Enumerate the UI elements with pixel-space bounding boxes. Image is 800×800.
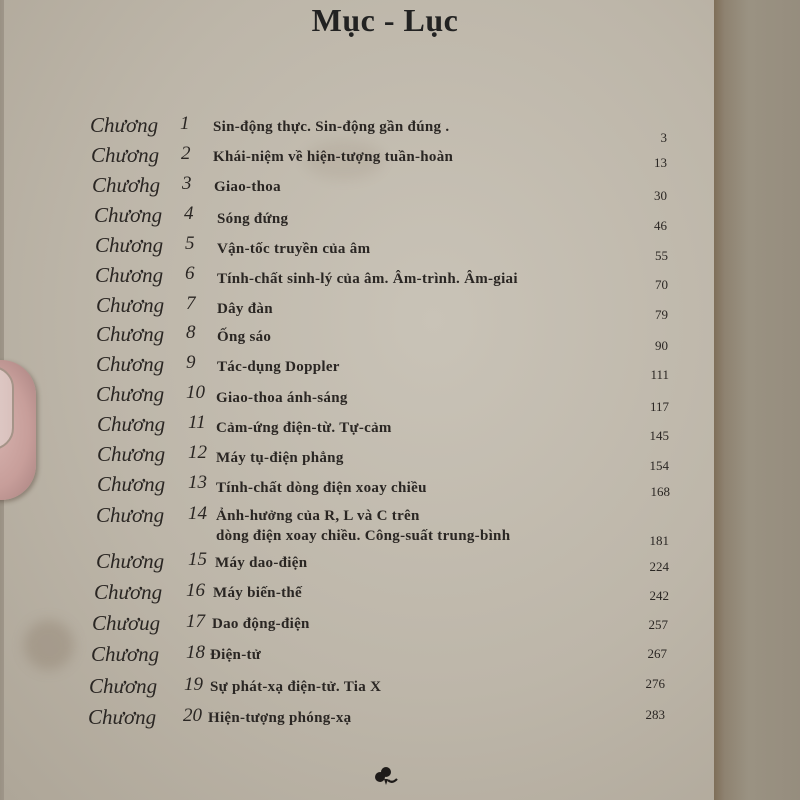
toc-entry — [0, 611, 800, 641]
chapter-label: Chương — [91, 143, 160, 167]
chapter-page: 267 — [647, 646, 667, 661]
chapter-label: Chương — [96, 352, 165, 376]
chapter-title: Sóng đứng — [217, 211, 289, 227]
toc-entry — [0, 503, 800, 551]
chapter-label: Chương — [96, 293, 165, 317]
chapter-page: 3 — [660, 130, 667, 145]
toc-entry — [0, 143, 800, 173]
chapter-label: Chương — [95, 233, 164, 257]
chapter-title: Dao động-điện — [212, 616, 310, 632]
chapter-number: 8 — [186, 322, 196, 343]
chapter-title: Giao-thoa — [214, 179, 281, 195]
chapter-number: 17 — [186, 611, 205, 632]
fleuron-icon — [370, 765, 400, 789]
thumb — [0, 360, 36, 500]
chapter-number: 16 — [186, 580, 205, 601]
toc-entry — [0, 263, 800, 293]
chapter-page: 30 — [654, 188, 667, 203]
toc-entry — [0, 580, 800, 610]
chapter-number: 20 — [183, 705, 202, 726]
chapter-number: 3 — [182, 173, 192, 194]
chapter-page: 46 — [654, 218, 667, 233]
chapter-number: 12 — [188, 442, 207, 463]
chapter-title: Máy biến-thế — [213, 585, 303, 601]
chapter-page: 90 — [655, 338, 668, 353]
toc-entry — [0, 203, 800, 233]
toc-entry — [0, 549, 800, 579]
toc-entry — [0, 442, 800, 472]
toc-entry — [0, 322, 800, 352]
toc-entry — [0, 233, 800, 263]
chapter-title: Ảnh-hưởng của R, L và C trên — [216, 508, 420, 524]
chapter-label: Chương — [91, 642, 160, 666]
page-title: Mục - Lục — [311, 2, 459, 38]
chapter-title: Giao-thoa ánh-sáng — [216, 390, 348, 406]
chapter-label: Chương — [96, 322, 165, 346]
toc-entry — [0, 293, 800, 323]
toc-entry — [0, 705, 800, 735]
chapter-page: 79 — [655, 307, 668, 322]
chapter-title: Điện-tử — [210, 647, 262, 663]
chapter-page: 181 — [649, 533, 669, 548]
toc-entry — [0, 352, 800, 382]
chapter-title: Sự phát-xạ điện-tử. Tia X — [210, 679, 382, 695]
chapter-label: Chương — [94, 580, 163, 604]
chapter-page: 168 — [650, 484, 670, 499]
chapter-page: 257 — [648, 617, 668, 632]
chapter-page: 276 — [645, 676, 665, 691]
chapter-label: Chương — [96, 503, 165, 527]
chapter-title: Khái-niệm về hiện-tượng tuần-hoàn — [213, 149, 454, 165]
toc-entry — [0, 674, 800, 704]
chapter-title: Sin-động thực. Sin-động gần đúng . — [213, 119, 450, 135]
chapter-label: Chương — [88, 705, 157, 729]
chapter-number: 15 — [188, 549, 207, 570]
chapter-page: 13 — [654, 155, 667, 170]
chapter-page: 70 — [655, 277, 668, 292]
chapter-title: Máy dao-điện — [215, 555, 308, 571]
chapter-page: 145 — [649, 428, 669, 443]
chapter-title: Tác-dụng Doppler — [217, 359, 340, 375]
chapter-number: 18 — [186, 642, 205, 663]
chapter-title: Tính-chất sinh-lý của âm. Âm-trình. Âm-giai — [217, 271, 518, 287]
chapter-number: 13 — [188, 472, 207, 493]
chapter-label: Chương — [94, 203, 163, 227]
chapter-page: 242 — [649, 588, 669, 603]
chapter-title: Ống sáo — [217, 329, 272, 345]
chapter-title: Dây đàn — [217, 301, 273, 317]
chapter-title: Cảm-ứng điện-từ. Tự-cảm — [216, 420, 392, 436]
chapter-page: 283 — [645, 707, 665, 722]
chapter-label: Chương — [95, 263, 164, 287]
chapter-number: 2 — [181, 143, 191, 164]
chapter-number: 19 — [184, 674, 203, 695]
chapter-label: Chương — [97, 472, 166, 496]
toc-entry — [0, 412, 800, 442]
chapter-label: Chương — [97, 442, 166, 466]
chapter-title-continued: dòng điện xoay chiều. Công-suất trung-bình — [216, 528, 511, 544]
chapter-number: 9 — [186, 352, 196, 373]
chapter-label: Chươhg — [92, 173, 161, 197]
chapter-title: Tính-chất dòng điện xoay chiều — [216, 480, 427, 496]
chapter-label: Chương — [96, 382, 165, 406]
chapter-number: 7 — [186, 293, 196, 314]
toc-entry — [0, 173, 800, 203]
chapter-label: Chương — [97, 412, 166, 436]
chapter-label: Chươug — [92, 611, 161, 635]
chapter-page: 154 — [649, 458, 669, 473]
chapter-title: Vận-tốc truyền của âm — [217, 241, 371, 257]
chapter-page: 224 — [649, 559, 669, 574]
chapter-page: 117 — [649, 399, 669, 414]
chapter-number: 14 — [188, 503, 207, 524]
toc-entry — [0, 472, 800, 502]
chapter-number: 6 — [185, 263, 195, 284]
chapter-title: Máy tụ-điện phẳng — [216, 450, 344, 466]
chapter-number: 10 — [186, 382, 205, 403]
toc-entry — [0, 113, 800, 143]
chapter-page: 111 — [650, 367, 669, 382]
chapter-label: Chương — [90, 113, 159, 137]
chapter-label: Chương — [96, 549, 165, 573]
thumbnail-nail — [0, 366, 14, 450]
toc-entry — [0, 382, 800, 412]
chapter-label: Chương — [89, 674, 158, 698]
chapter-page: 55 — [655, 248, 668, 263]
chapter-number: 11 — [188, 412, 206, 433]
chapter-number: 4 — [184, 203, 194, 224]
chapter-number: 5 — [185, 233, 195, 254]
chapter-number: 1 — [180, 113, 190, 134]
toc-entry — [0, 642, 800, 672]
chapter-title: Hiện-tượng phóng-xạ — [208, 710, 352, 726]
